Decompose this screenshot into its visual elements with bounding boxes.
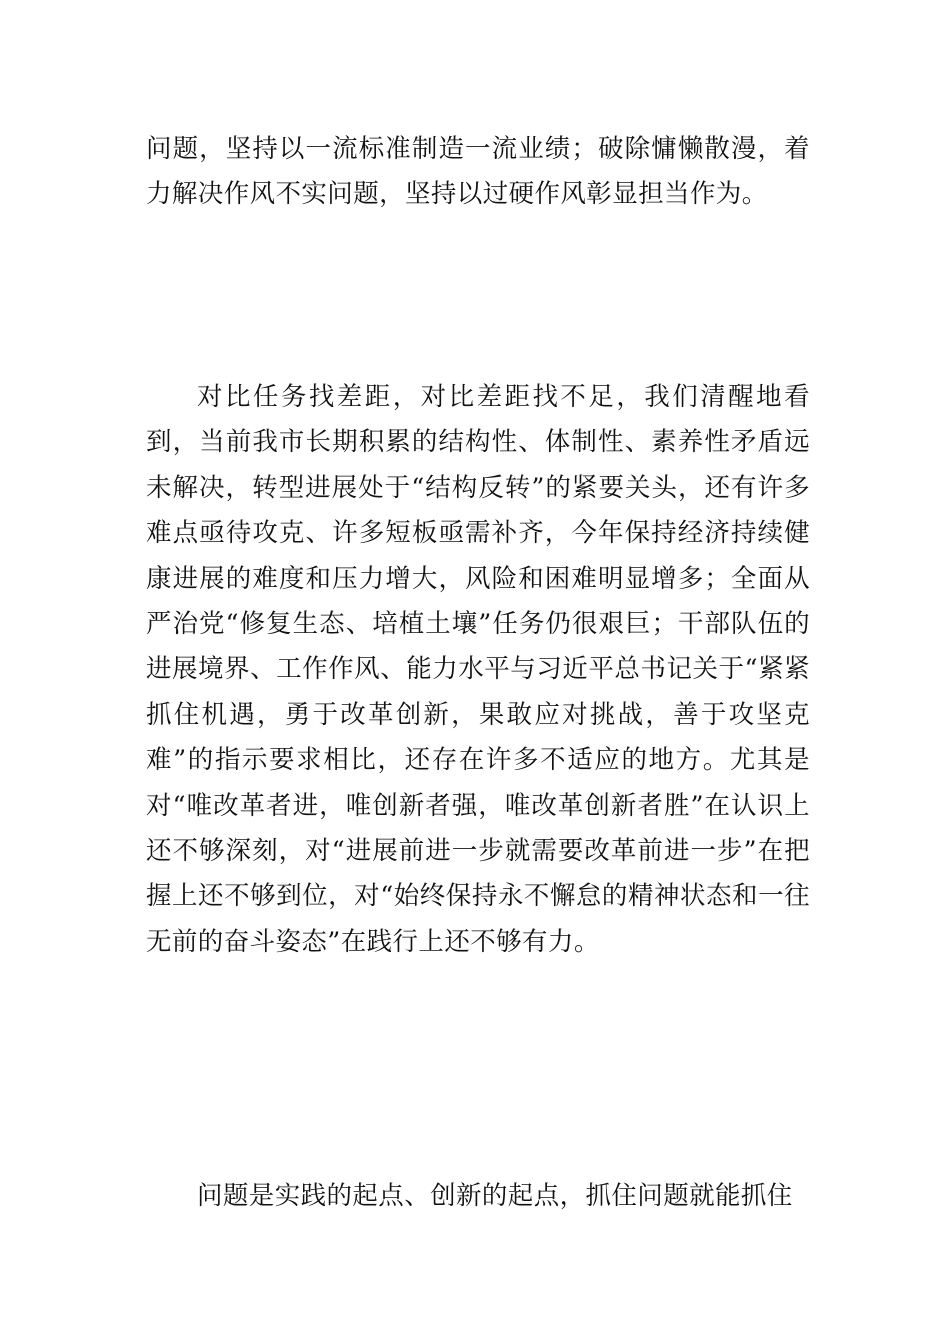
- paragraph-gap-analysis: 对比任务找差距，对比差距找不足，我们清醒地看到，当前我市长期积累的结构性、体制性、素养性矛盾远未解决，转型进展处于“结构反转”的紧要关头，还有许多难点亟待攻克、许多短板亟需补齐，今年保持经济持续健康进展的难度和压力增大，风险和困难明显增多；全面从严治党“修复生态、培植土壤”任务仍很艰巨；干部队伍的进展境界、工作作风、能力水平与习近平总书记关于“紧紧抓住机遇，勇于改革创新，果敢应对挑战，善于攻坚克难”的指示要求相比，还存在许多不适应的地方。尤其是对“唯改革者进，唯创新者强，唯改革创新者胜”在认识上还不够深刻，对“进展前进一步就需要改革前进一步”在把握上还不够到位，对“始终保持永不懈怠的精神状态和一往无前的奋斗姿态”在践行上还不够有力。: [146, 382, 810, 957]
- paragraph-continuation: 问题，坚持以一流标准制造一流业绩；破除慵懒散漫，着力解决作风不实问题，坚持以过硬作风彰显担当作为。: [146, 134, 810, 210]
- paragraph-problem-starting-point: 问题是实践的起点、创新的起点，抓住问题就能抓住: [197, 1181, 793, 1211]
